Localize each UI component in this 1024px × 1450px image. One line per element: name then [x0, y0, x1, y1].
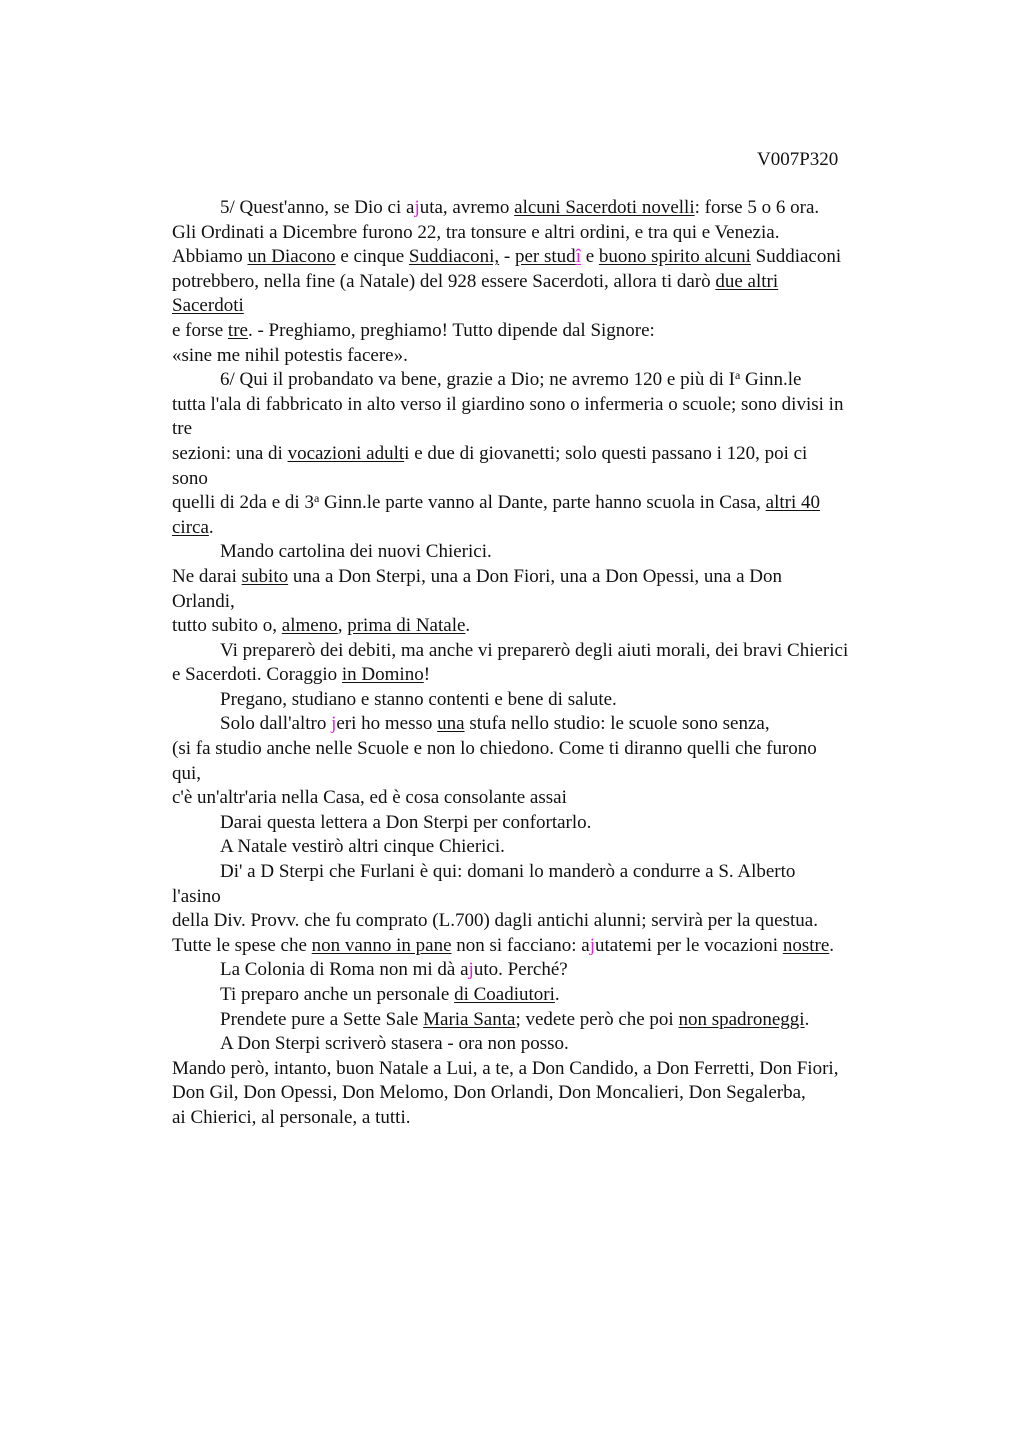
text-segment: . - Preghiamo, preghiamo! Tutto dipende dal Signore: — [247, 319, 655, 341]
text-segment: della Div. Provv. che fu comprato (L.700) dagli antichi alunni; servirà per la questua. — [172, 910, 818, 932]
text-segment: Di' a D Sterpi che Furlani è qui: domani lo manderò a condurre a S. Alberto — [220, 861, 796, 883]
text-segment: Mando però, intanto, buon Natale a Lui, a te, a Don Candido, a Don Ferretti, Don Fiori, — [172, 1057, 839, 1079]
text-line — [172, 442, 912, 467]
text-segment: non si facciano: a — [451, 934, 590, 956]
underlined-text: almeno — [281, 615, 338, 637]
text-line — [172, 860, 912, 885]
text-segment: . — [465, 615, 471, 637]
text-segment: quelli di 2da e di 3 — [172, 492, 314, 514]
underlined-text: una — [437, 713, 465, 735]
text-line — [172, 540, 912, 565]
text-line — [172, 786, 912, 811]
text-segment: uta, avremo — [419, 197, 515, 218]
text-segment: Darai questa lettera a Don Sterpi per confortarlo. — [220, 811, 592, 833]
underlined-text: Suddiaconi, — [408, 246, 500, 268]
underlined-text: buono spirito alcuni — [598, 246, 751, 268]
text-segment: . — [829, 934, 835, 956]
underlined-text: un Diacono — [247, 246, 336, 268]
text-segment: l'asino — [172, 885, 221, 907]
text-line — [172, 762, 912, 787]
text-line — [172, 885, 912, 910]
text-segment: 5/ Quest'anno, se Dio ci a — [220, 197, 415, 218]
text-segment: potrebbero, nella fine (a Natale) del 928 essere Sacerdoti, allora ti darò — [172, 270, 716, 292]
text-segment: tre — [172, 418, 193, 440]
text-line — [172, 294, 912, 319]
text-segment: ! — [423, 664, 431, 686]
text-segment: : forse 5 o 6 ora. — [694, 197, 820, 218]
text-segment: uto. Perché? — [473, 959, 568, 981]
text-segment: ; vedete però che poi — [515, 1008, 679, 1030]
text-segment: e cinque — [335, 246, 409, 268]
text-segment: Pregano, studiano e stanno contenti e bene di salute. — [220, 688, 617, 710]
underlined-text: non vanno in pane — [311, 934, 452, 956]
text-line — [172, 909, 912, 934]
text-segment: tutto subito o, — [172, 615, 282, 637]
underlined-text: tre — [227, 319, 248, 341]
text-line — [172, 835, 912, 860]
text-line — [172, 1008, 912, 1033]
text-segment: stufa nello studio: le scuole sono senza, — [464, 713, 770, 735]
text-line — [172, 983, 912, 1008]
text-line — [172, 614, 912, 639]
text-segment: una a Don Sterpi, una a Don Fiori, una a Don Opessi, una a Don — [288, 565, 783, 587]
underlined-text: Sacerdoti — [172, 295, 244, 317]
underlined-text: nostre — [782, 934, 830, 956]
text-line — [172, 811, 912, 836]
text-line — [172, 958, 912, 983]
underlined-text: in Domino — [341, 664, 424, 686]
text-segment: e — [580, 246, 599, 268]
text-segment: Ne darai — [172, 565, 242, 587]
text-line — [172, 319, 912, 344]
text-line — [172, 417, 912, 442]
text-segment: Don Gil, Don Opessi, Don Melomo, Don Orlandi, Don Moncalieri, Don Segalerba, — [172, 1082, 806, 1104]
text-line — [172, 516, 912, 541]
text-line — [172, 368, 912, 393]
underlined-text: subito — [241, 565, 289, 587]
text-segment: j — [589, 934, 596, 956]
text-line — [172, 393, 912, 418]
underlined-text: altri 40 — [765, 492, 820, 514]
underlined-text: due altri — [715, 270, 779, 292]
underlined-text: non spadroneggi — [678, 1008, 805, 1030]
text-segment: Ginn.le parte vanno al Dante, parte hanno scuola in Casa, — [319, 492, 766, 514]
text-segment: La Colonia di Roma non mi dà a — [220, 959, 469, 981]
text-segment: (si fa studio anche nelle Scuole e non lo chiedono. Come ti diranno quelli che furono — [172, 738, 817, 760]
text-segment: . — [554, 984, 560, 1005]
underlined-text: Maria Santa — [423, 1008, 516, 1030]
text-segment: «sine me nihil potestis facere». — [172, 344, 408, 366]
document-code: V007P320 — [757, 149, 839, 170]
text-segment: qui, — [172, 762, 202, 784]
text-segment: Ginn.le — [740, 369, 802, 391]
text-segment: 6/ Qui il probandato va bene, grazie a Dio; ne avremo 120 e più di I — [220, 369, 735, 391]
text-segment: j — [468, 959, 474, 981]
text-line — [172, 934, 912, 959]
text-segment: Tutte le spese che — [172, 934, 312, 956]
text-segment: Prendete pure a Sette Sale — [220, 1008, 424, 1030]
text-segment: ai Chierici, al personale, a tutti. — [172, 1106, 411, 1128]
text-line — [172, 344, 912, 369]
text-line — [172, 590, 912, 615]
underlined-text: circa — [172, 516, 209, 538]
text-segment: i e due di giovanetti; solo questi passano i 120, poi ci — [404, 442, 808, 464]
text-line — [172, 1106, 912, 1131]
text-line — [172, 712, 912, 737]
text-line — [172, 270, 912, 295]
text-line — [172, 565, 912, 590]
text-segment: A Natale vestirò altri cinque Chierici. — [220, 836, 505, 858]
text-segment: j — [414, 197, 420, 218]
text-segment: Mando cartolina dei nuovi Chierici. — [220, 541, 492, 563]
text-segment: eri ho messo — [336, 713, 438, 735]
underlined-text: di Coadiutori — [454, 984, 555, 1005]
text-segment: . — [208, 516, 214, 538]
text-line — [172, 639, 912, 664]
text-segment: utatemi per le vocazioni — [595, 934, 783, 956]
text-segment: j — [331, 713, 337, 735]
text-segment: A Don Sterpi scriverò stasera - ora non posso. — [220, 1033, 569, 1055]
text-segment: e forse — [172, 319, 228, 341]
text-line — [172, 467, 912, 492]
text-segment: Solo dall'altro — [220, 713, 332, 735]
underlined-text: î — [575, 246, 581, 268]
text-segment: Vi preparerò dei debiti, ma anche vi preparerò degli aiuti morali, dei bravi Chierici — [220, 639, 849, 661]
superscript-text: a — [313, 491, 320, 506]
text-segment: Suddiaconi — [750, 246, 842, 268]
text-line — [172, 737, 912, 762]
text-line — [172, 491, 912, 516]
text-line — [172, 245, 912, 270]
letter-body — [172, 196, 912, 1131]
text-segment: sono — [172, 467, 208, 489]
text-segment: tutta l'ala di fabbricato in alto verso il giardino sono o infermeria o scuole; sono divisi in — [172, 393, 844, 415]
underlined-text: per stud — [515, 246, 576, 268]
text-segment: - — [499, 246, 515, 268]
text-segment: , — [337, 615, 348, 637]
text-line — [172, 1057, 912, 1082]
text-line — [172, 1081, 912, 1106]
text-line — [172, 688, 912, 713]
text-segment: Orlandi, — [172, 590, 235, 612]
text-segment: sezioni: una di — [172, 442, 288, 464]
underlined-text: vocazioni adult — [287, 442, 405, 464]
text-segment: Abbiamo — [172, 246, 248, 268]
text-segment: Ti preparo anche un personale — [220, 984, 455, 1005]
underlined-text: alcuni Sacerdoti novelli — [514, 197, 695, 218]
underlined-text: prima di Natale — [347, 615, 466, 637]
text-segment: e Sacerdoti. Coraggio — [172, 664, 342, 686]
text-line — [172, 221, 912, 246]
text-line — [172, 196, 912, 221]
text-segment: . — [804, 1008, 810, 1030]
text-line — [172, 1032, 912, 1057]
text-segment: Gli Ordinati a Dicembre furono 22, tra tonsure e altri ordini, e tra qui e Venezia. — [172, 221, 780, 243]
text-line — [172, 663, 912, 688]
superscript-text: a — [734, 368, 741, 383]
text-segment: c'è un'altr'aria nella Casa, ed è cosa consolante assai — [172, 787, 567, 809]
